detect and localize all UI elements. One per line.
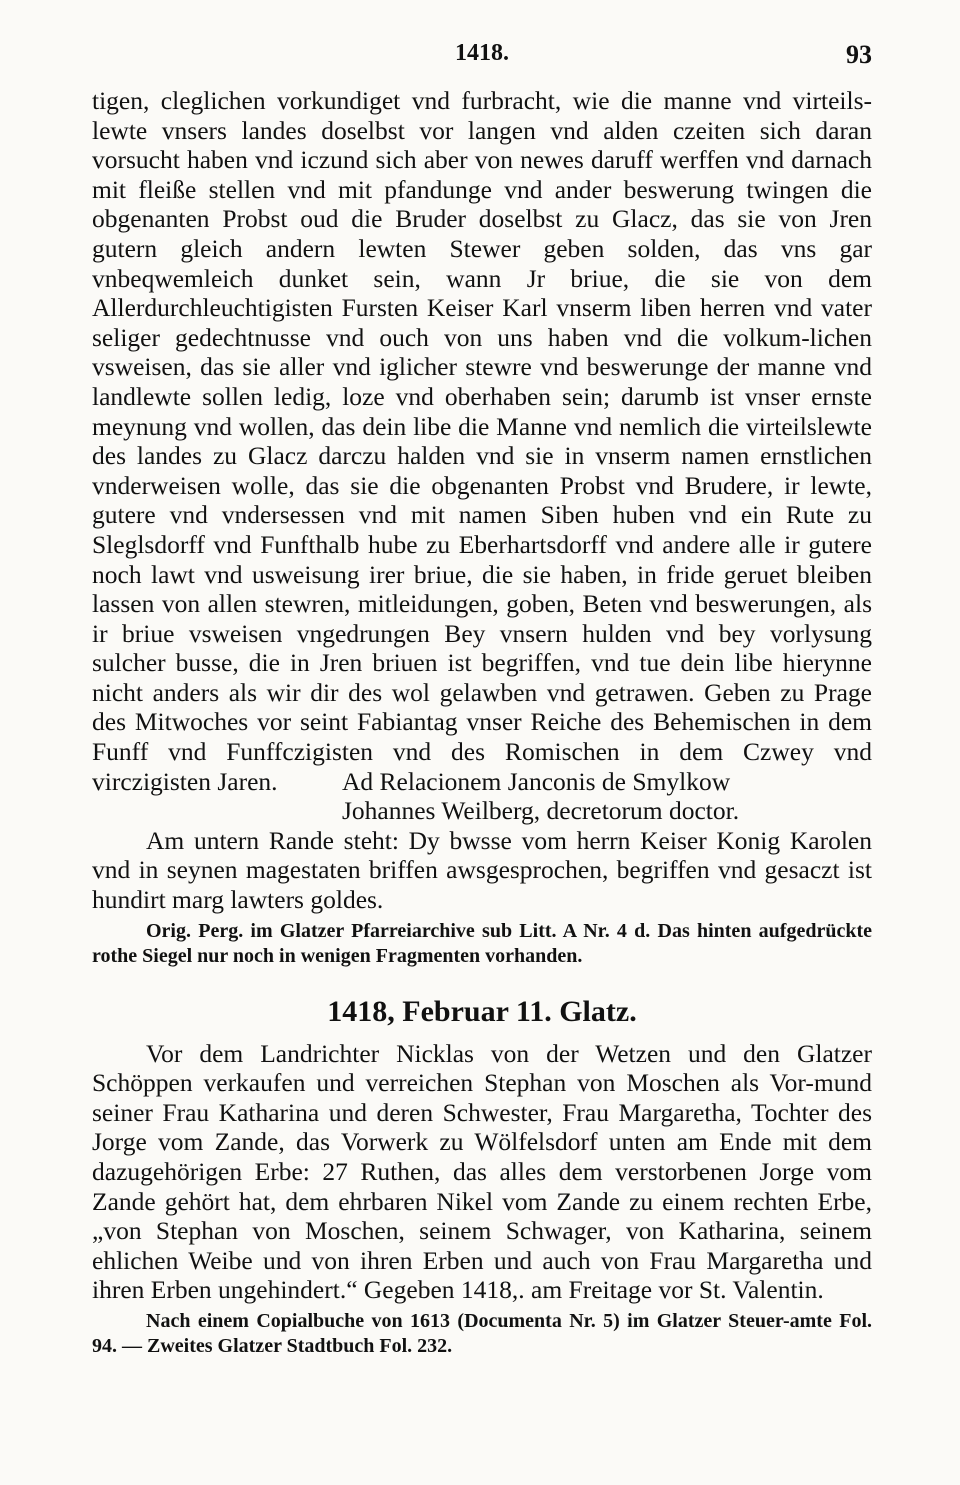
lower-margin-note: Am untern Rande steht: Dy bwsse vom herrn Keiser Konig Karolen vnd in seynen magestaten briffen awsgesprochen, begriffen vnd gesaczt ist hundirt marg lawters goldes. xyxy=(92,825,872,915)
entry-heading: 1418, Februar 11. Glatz. xyxy=(327,994,637,1028)
copybook-source-note: Nach einem Copialbuche von 1613 (Documenta Nr. 5) im Glatzer Steuer-amte Fol. 94. — Zweites Glatzer Stadtbuch Fol. 232. xyxy=(92,1309,872,1357)
archive-source-note: Orig. Perg. im Glatzer Pfarreiarchive sub Litt. A Nr. 4 d. Das hinten aufgedrückte rothe Siegel nur noch in wenigen Fragmenten vorhanden. xyxy=(92,919,872,967)
charter-continuation xyxy=(92,86,872,969)
running-header xyxy=(92,32,872,86)
regest-body-text: Vor dem Landrichter Nicklas von der Wetzen und den Glatzer Schöppen verkaufen und verreichen Stephan von Moschen als Vor-mund seiner Frau Katharina und deren Schwester, Frau Margaretha, Tochter des Jorge vom Zande, das Vorwerk zu Wölfelsdorf unten am Ende mit dem dazugehörigen Erbe: 27 Ruthen, das alles dem verstorbenen Jorge vom Zande gehört hat, dem ehrbaren Nikel vom Zande zu einem rechten Erbe, „von Stephan von Moschen, seinem Schwager, von Katharina, seinem ehlichen Weibe und von ihren Erben und auch von Frau Margaretha und ihren Erben ungehindert.“ Gegeben 1418,. am Freitage vor St. Valentin. xyxy=(92,1038,872,1305)
charter-body-text: tigen, cleglichen vorkundiget vnd furbracht, wie die manne vnd virteils-lewte vnsers landes doselbst vor langen vnd alden czeiten sich daran vorsucht haben vnd iczund sich aber von newes daruff werffen vnd darnach mit fleiße stellen vnd mit pfandunge vnd ander beswerung twingen die obgenanten Probst oud die Bruder doselbst zu Glacz, das sie von Jren gutern gleich andern lewten Stewer geben solden, das vns gar vnbeqwemleich dunket sein, wann Jr briue, die sie von dem Allerdurchleuchtigisten Fursten Keiser Karl vnserm liben herren vnd vater seliger gedechtnusse vnd ouch von uns haben vnd die volkum-lichen vsweisen, das sie aller vnd iglicher stewre vnd beswerunge der manne vnd landlewte sollen ledig, loze vnd oberhaben sein; darumb ist vnser ernste meynung vnd wollen, das dein libe die Manne vnd nemlich die virteilslewte des landes zu Glacz darczu halden vnd sie in vnserm namen ernstlichen vnderweisen wolle, das sie die obgenanten Probst vnd Brudere, ir lewte, gutere vnd vndersessen vnd mit namen Siben huben vnd ein Rute zu Sleglsdorff vnd Funfthalb hube zu Eberhartsdorff vnd andere alle ir gutere noch lawt vnd usweisung irer briue, die sie haben, in fride geruet bleiben lassen von allen stewren, mitleidungen, goben, Beten vnd beswerungen, als ir briue vsweisen vngedrungen Bey vnsern hulden vnd bey vorlysung sulcher busse, die in Jren briuen ist begriffen, vnd tue dein libe hierynne nicht anders als wir dir des wol gelawben vnd getrawen. Geben zu Prage des Mitwoches vor seint Fabiantag vnser Reiche des Behemischen in dem Funff vnd Funffczigisten vnd des Romischen in dem Czwey vnd virczigisten Jaren. xyxy=(92,86,872,796)
signature-notary: Johannes Weilberg, decretorum doctor. xyxy=(342,796,740,826)
charter-1418-february-11 xyxy=(92,995,872,1359)
signature-relacio: Ad Relacionem Janconis de Smylkow xyxy=(342,766,731,796)
page-number: 93 xyxy=(846,40,872,69)
running-year: 1418. xyxy=(455,40,509,66)
